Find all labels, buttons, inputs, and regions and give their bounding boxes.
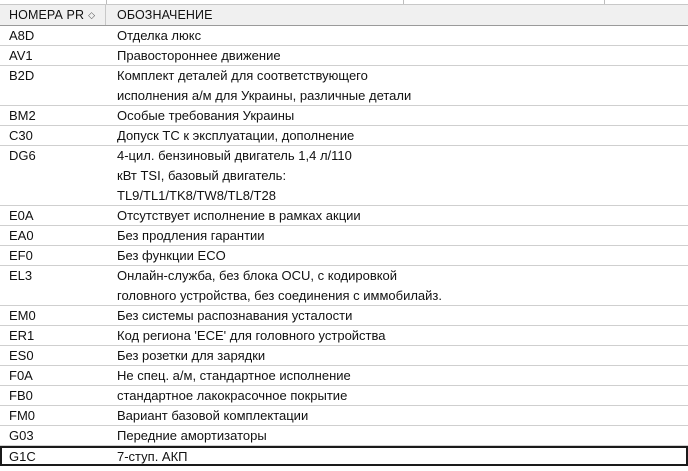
pr-description — [117, 26, 201, 46]
pr-description — [117, 46, 281, 66]
pr-code: AV1 — [9, 48, 33, 63]
table-row[interactable] — [0, 366, 688, 386]
pr-description — [117, 306, 352, 326]
pr-description-line: Онлайн-служба, без блока OCU, с кодировкой — [117, 268, 398, 283]
pr-description-line: Без продления гарантии — [117, 228, 265, 243]
table-row[interactable] — [0, 66, 688, 106]
pr-description-line: Код региона 'ECE' для головного устройства — [117, 328, 386, 343]
column-header-pr-number[interactable] — [0, 5, 106, 25]
table-header — [0, 4, 688, 26]
pr-description-line: Вариант базовой комплектации — [117, 408, 309, 423]
pr-code: F0A — [9, 368, 33, 383]
column-header-pr-number-label: НОМЕРА PR — [9, 8, 85, 22]
table-row[interactable] — [0, 126, 688, 146]
table-row[interactable] — [0, 266, 688, 306]
pr-code: B2D — [9, 68, 35, 83]
pr-description — [117, 366, 351, 386]
pr-code: EF0 — [9, 248, 33, 263]
pr-description-line: 4-цил. бензиновый двигатель 1,4 л/110 — [117, 148, 352, 163]
pr-description — [117, 426, 267, 446]
pr-description-line: 7-ступ. АКП — [117, 449, 188, 464]
pr-description-line: Допуск ТС к эксплуатации, дополнение — [117, 128, 355, 143]
pr-code: G03 — [9, 428, 34, 443]
table-row[interactable] — [0, 326, 688, 346]
pr-description-line: TL9/TL1/TK8/TW8/TL8/T28 — [117, 188, 276, 203]
pr-code: ER1 — [9, 328, 35, 343]
pr-description-line: Передние амортизаторы — [117, 428, 267, 443]
pr-code: FM0 — [9, 408, 35, 423]
pr-description — [117, 346, 265, 366]
pr-description — [117, 206, 361, 226]
table-row[interactable] — [0, 386, 688, 406]
pr-description-line: Комплект деталей для соответствующего — [117, 68, 368, 83]
pr-description — [117, 106, 294, 126]
pr-code: G1C — [9, 449, 36, 464]
pr-description — [117, 126, 354, 146]
pr-code: FB0 — [9, 388, 33, 403]
pr-description-line: Без системы распознавания усталости — [117, 308, 353, 323]
pr-code: A8D — [9, 28, 35, 43]
pr-description — [117, 66, 411, 106]
pr-description-line: Без розетки для зарядки — [117, 348, 266, 363]
pr-description-line: Без функции ECO — [117, 248, 226, 263]
pr-description-line: головного устройства, без соединения с иммобилайз. — [117, 288, 442, 303]
pr-description-line: Правостороннее движение — [117, 48, 281, 63]
pr-description — [117, 266, 442, 306]
pr-code: E0A — [9, 208, 34, 223]
table-row[interactable] — [0, 146, 688, 206]
pr-description-line: Особые требования Украины — [117, 108, 295, 123]
table-body — [0, 26, 688, 466]
pr-description-line: исполнения а/м для Украины, различные детали — [117, 88, 412, 103]
pr-description — [117, 406, 308, 426]
pr-code: C30 — [9, 128, 33, 143]
table-row[interactable] — [0, 426, 688, 446]
table-row[interactable] — [0, 406, 688, 426]
pr-code: EL3 — [9, 268, 33, 283]
pr-description — [117, 386, 347, 406]
sort-icon[interactable]: ◇ — [88, 10, 96, 20]
pr-code: ES0 — [9, 348, 34, 363]
table-row[interactable] — [0, 346, 688, 366]
pr-code: BM2 — [9, 108, 36, 123]
pr-code: DG6 — [9, 148, 36, 163]
pr-description — [117, 447, 188, 467]
column-header-description[interactable]: ОБОЗНАЧЕНИЕ — [117, 8, 213, 22]
pr-description — [117, 246, 226, 266]
table-row[interactable] — [0, 206, 688, 226]
pr-code: EM0 — [9, 308, 36, 323]
pr-description — [117, 146, 352, 206]
table-row[interactable] — [0, 26, 688, 46]
pr-code: EA0 — [9, 228, 34, 243]
table-row[interactable] — [0, 246, 688, 266]
table-row[interactable] — [0, 306, 688, 326]
table-row[interactable] — [0, 106, 688, 126]
pr-description — [117, 226, 265, 246]
pr-description-line: стандартное лакокрасочное покрытие — [117, 388, 348, 403]
pr-description-line: Не спец. а/м, стандартное исполнение — [117, 368, 351, 383]
table-row[interactable] — [0, 226, 688, 246]
table-row-selected[interactable] — [0, 446, 688, 466]
pr-description-line: Отсутствует исполнение в рамках акции — [117, 208, 361, 223]
pr-description-line: Отделка люкс — [117, 28, 202, 43]
pr-description — [117, 326, 386, 346]
pr-description-line: кВт TSI, базовый двигатель: — [117, 168, 287, 183]
table-row[interactable] — [0, 46, 688, 66]
